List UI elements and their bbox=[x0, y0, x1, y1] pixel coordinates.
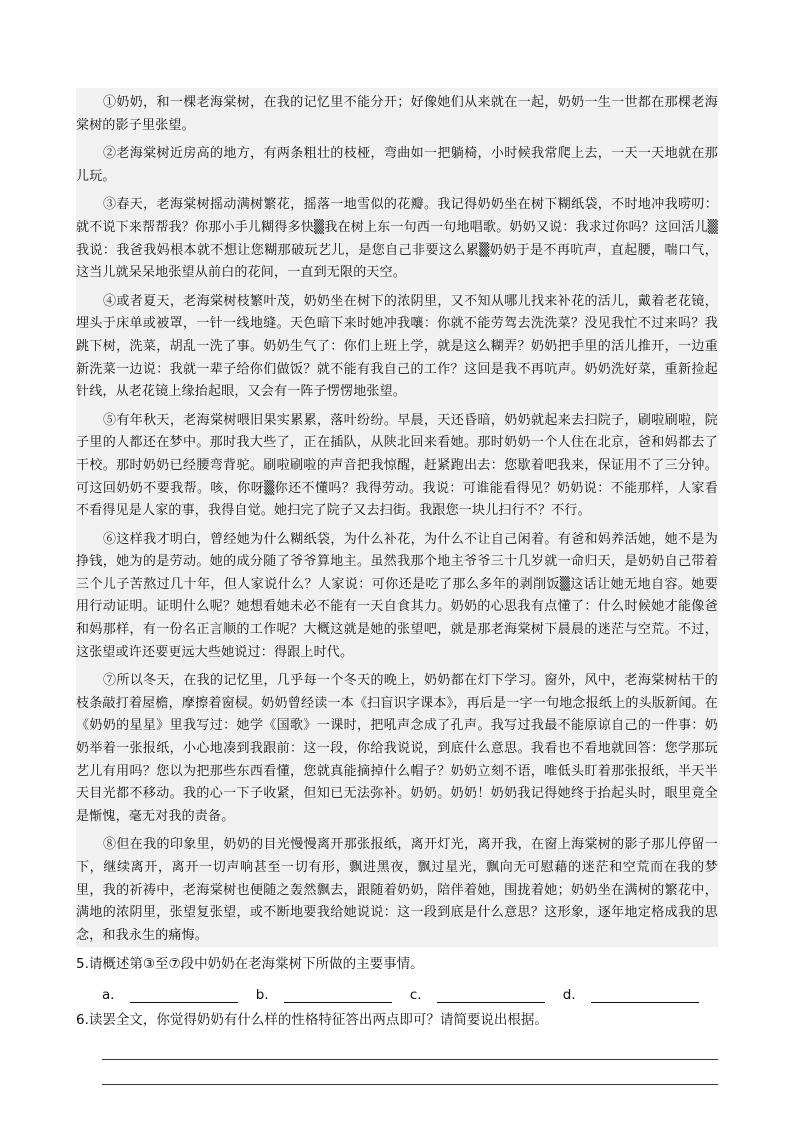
answer-line-1[interactable] bbox=[102, 1035, 718, 1060]
paragraph-8: ⑧但在我的印象里，奶奶的目光慢慢离开那张报纸，离开灯光，离开我，在窗上海棠树的影子那儿停留一下，继续离开，离开一切声响甚至一切有形，飘进黑夜，飘过星光，飘向无可慰藉的迷茫和空荒而在我的梦里，我的祈祷中，老海棠树也便随之轰然飘去，跟随着奶奶，陪伴着她，围拢着她；奶奶坐在满树的繁花中，满地的浓阴里，张望复张望，或不断地要我给她说说：这一段到底是什么意思？这形象，逐年地定格成我的思念，和我永生的痛悔。 bbox=[76, 837, 718, 943]
question-6-text: 6.读罢全文，你觉得奶奶有什么样的性格特征答出两点即可？请简要说出根据。 bbox=[76, 1012, 548, 1029]
blank-c-line[interactable] bbox=[437, 988, 545, 1003]
paragraph-5: ⑤有年秋天，老海棠树喂旧果实累累，落叶纷纷。早晨，天还昏暗，奶奶就起来去扫院子，刷啦刷啦，院子里的人都还在梦中。那时我大些了，正在插队，从陕北回来看她。那时奶奶一个人住在北京，爸和妈都去了干校。那时奶奶已经腰弯背驼。刷啦刷啦的声音把我惊醒，赶紧跑出去：您歇着吧我来，保证用不了三分钟。可这回奶奶不要我帮。咳，你呀▒你还不懂吗？我得劳动。我说：可谁能看得见？奶奶说：不能那样，人家看不看得见是人家的事，我得自觉。她扫完了院子又去扫街。我跟您一块儿扫行不？不行。 bbox=[76, 412, 718, 519]
blank-b[interactable] bbox=[256, 983, 392, 1003]
paragraph-4: ④或者夏天，老海棠树枝繁叶茂，奶奶坐在树下的浓阴里，又不知从哪儿找来补花的活儿，戴着老花镜，埋头于床单或被罩，一针一线地缝。天色暗下来时她冲我嚷：你就不能劳驾去洗洗菜？没见我忙不过来吗？我跳下树，洗菜，胡乱一洗了事。奶奶生气了：你们上班上学，就是这么糊弄？奶奶把手里的活儿推开，一边重新洗菜一边说：我就一辈子给你们做饭？就不能有我自己的工作？这回是我不再吭声。奶奶洗好菜，重新捡起针线，从老花镜上缘抬起眼，又会有一阵子愣愣地张望。 bbox=[76, 293, 718, 400]
blank-a-label: a． bbox=[102, 987, 124, 1004]
paragraph-7: ⑦所以冬天，在我的记忆里，几乎每一个冬天的晚上，奶奶都在灯下学习。窗外，风中，老海棠树枯干的枝条敲打着屋檐，摩擦着窗棂。奶奶曾经读一本《扫盲识字课本》，再后是一字一句地念报纸上的头版新闻。在《奶奶的星星》里我写过：她学《国歌》一课时，把吼声念成了孔声。我写过我最不能原谅自己的一件事：奶奶举着一张报纸，小心地凑到我跟前：这一段，你给我说说，到底什么意思。我看也不看地就回答：您学那玩艺儿有用吗？您以为把那些东西看懂，您就真能摘掉什么帽子？奶奶立刻不语，唯低头盯着那张报纸，半天半天目光都不移动。我的心一下子收紧，但知已无法弥补。奶奶。奶奶！奶奶我记得她终于抬起头时，眼里竟全是惭愧，毫无对我的责备。 bbox=[76, 673, 718, 824]
reading-passage bbox=[76, 88, 718, 947]
blank-a[interactable] bbox=[102, 983, 238, 1003]
blank-d-line[interactable] bbox=[591, 988, 699, 1003]
paragraph-3: ③春天，老海棠树摇动满树繁花，摇落一地雪似的花瓣。我记得奶奶坐在树下糊纸袋，不时地冲我唠叨：就不说下来帮帮我？你那小手儿糊得多快▒我在树上东一句西一句地唱歌。奶奶又说：我求过你吗？这回活儿▒我说：我爸我妈根本就不想让您糊那破玩艺儿，是您自己非要这么累▒奶奶于是不再吭声，直起腰，喘口气，这当儿就呆呆地张望从前白的花间，一直到无限的天空。 bbox=[76, 197, 718, 281]
blank-d-label: d． bbox=[562, 987, 585, 1004]
question-5-text: 5.请概述第③至⑦段中奶奶在老海棠树下所做的主要事情。 bbox=[76, 956, 424, 973]
answer-line-2[interactable] bbox=[102, 1060, 718, 1085]
paragraph-1: ①奶奶，和一棵老海棠树，在我的记忆里不能分开；好像她们从来就在一起，奶奶一生一世都在那棵老海棠树的影子里张望。 bbox=[76, 95, 718, 133]
worksheet-page bbox=[76, 88, 718, 1085]
blank-c-label: c． bbox=[409, 987, 431, 1004]
blank-b-label: b． bbox=[255, 987, 278, 1004]
question-5-blanks bbox=[102, 983, 718, 1003]
paragraph-6: ⑥这样我才明白，曾经她为什么糊纸袋，为什么补花，为什么不让自己闲着。有爸和妈养活她，她不是为挣钱，她为的是劳动。她的成分随了爷爷算地主。虽然我那个地主爷爷三十几岁就一命归天，是奶奶自己带着三个儿子苦熬过几十年，但人家说什么？人家说：可你还是吃了那么多年的剥削饭▒这话让她无地自容。她要用行动证明。证明什么呢？她想看她未必不能有一天自食其力。奶奶的心思我有点懂了：什么时候她才能像爸和妈那样，有一份名正言顺的工作呢？大概这就是她的张望吧，就是那老海棠树下晨晨的迷茫与空荒。不过，这张望或许还要更远大些她说过：得跟上时代。 bbox=[76, 531, 718, 660]
blank-c[interactable] bbox=[410, 983, 545, 1003]
paragraph-2: ②老海棠树近房高的地方，有两条粗壮的枝桠，弯曲如一把躺椅，小时候我常爬上去，一天一天地就在那儿玩。 bbox=[76, 146, 718, 184]
blank-a-line[interactable] bbox=[130, 988, 238, 1003]
blank-d[interactable] bbox=[563, 983, 699, 1003]
blank-b-line[interactable] bbox=[284, 988, 392, 1003]
